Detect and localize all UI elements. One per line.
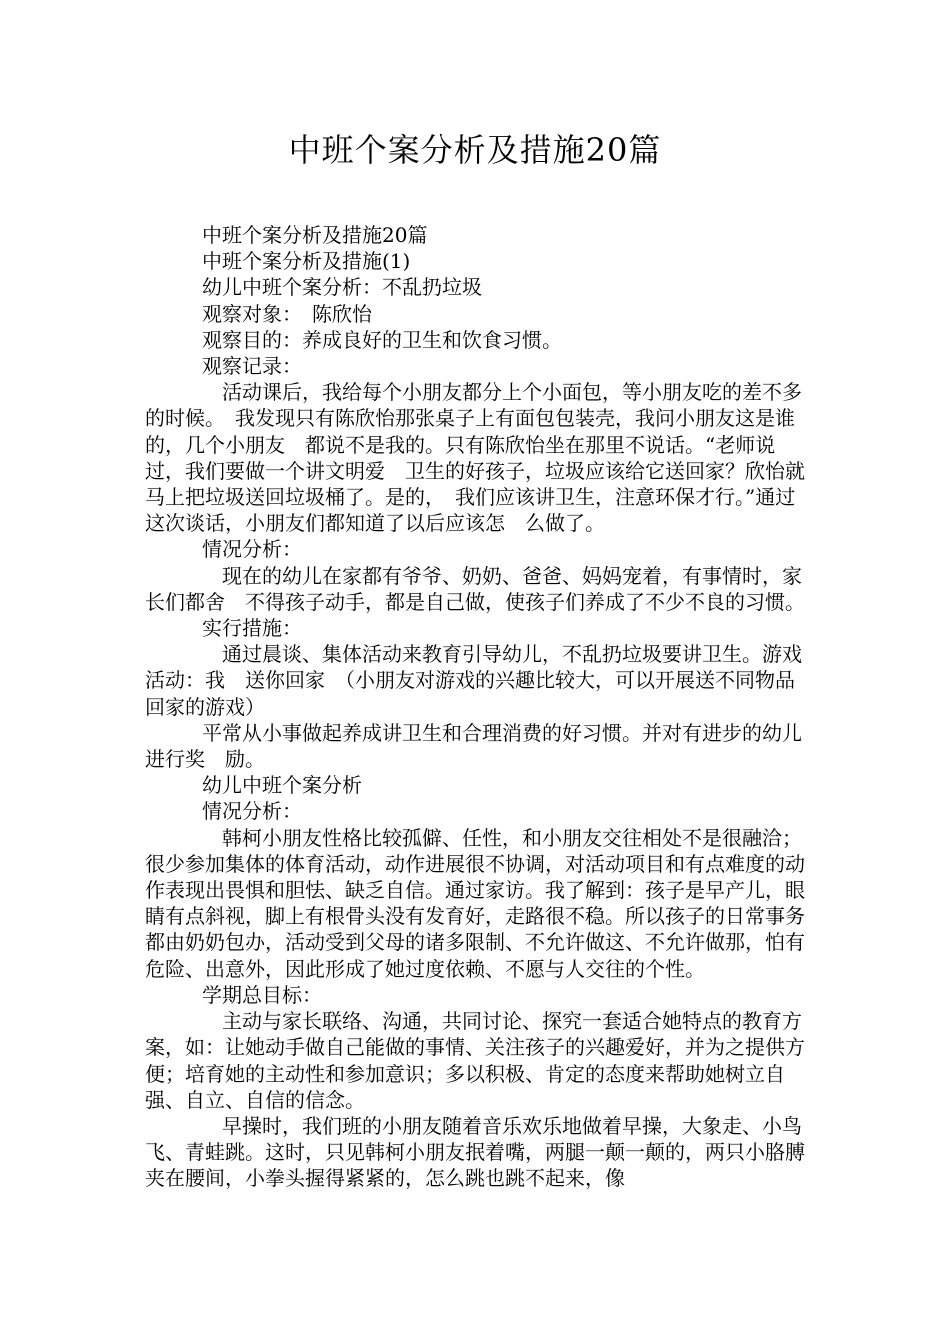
paragraph: 通过晨谈、集体活动来教育引导幼儿，不乱扔垃圾要讲卫生。游戏活动：我 送你回家 （小朋友对游戏的兴趣比较大，可以开展送不同物品回家的游戏） — [145, 642, 802, 719]
paragraph: 中班个案分析及措施(1) — [202, 249, 411, 274]
paragraph: 主动与家长联络、沟通，共同讨论、探究一套适合她特点的教育方案，如：让她动手做自己能做的事情、关注孩子的兴趣爱好，并为之提供方便；培育她的主动性和参加意识；多以积极、肯定的态度来帮助她树立自强、自立、自信的信念。 — [145, 1009, 805, 1112]
paragraph: 观察记录： — [202, 354, 302, 379]
paragraph: 情况分析： — [202, 537, 302, 562]
document-body — [145, 222, 810, 1192]
document-title: 中班个案分析及措施20篇 — [288, 131, 662, 169]
paragraph: 幼儿中班个案分析：不乱扔垃圾 — [202, 275, 482, 300]
paragraph: 学期总目标： — [202, 982, 322, 1007]
paragraph: 幼儿中班个案分析 — [202, 773, 362, 798]
paragraph: 现在的幼儿在家都有爷爷、奶奶、爸爸、妈妈宠着，有事情时，家长们都舍 不得孩子动手，都是自己做，使孩子们养成了不少不良的习惯。 — [145, 563, 805, 614]
paragraph: 早操时，我们班的小朋友随着音乐欢乐地做着早操，大象走、小鸟飞、青蛙跳。这时，只见韩柯小朋友抿着嘴，两腿一颠一颠的，两只小胳膊夹在腰间，小拳头握得紧紧的，怎么跳也跳不起来，像 — [145, 1113, 805, 1191]
paragraph: 中班个案分析及措施20篇 — [202, 223, 428, 247]
paragraph: 观察对象： 陈欣怡 — [202, 301, 372, 326]
paragraph: 情况分析： — [202, 799, 302, 824]
paragraph: 平常从小事做起养成讲卫生和合理消费的好习惯。并对有进步的幼儿进行奖 励。 — [145, 720, 802, 772]
paragraph: 观察目的：养成良好的卫生和饮食习惯。 — [202, 327, 562, 352]
paragraph: 韩柯小朋友性格比较孤僻、任性，和小朋友交往相处不是很融洽；很少参加集体的体育活动，动作进展很不协调，对活动项目和有点难度的动作表现出畏惧和胆怯、缺乏自信。通过家访。我了解到：孩子是早产儿，眼睛有点斜视，脚上有根骨头没有发育好，走路很不稳。所以孩子的日常事务都由奶奶包办，活动受到父母的诸多限制、不允许做这、不允许做那，怕有危险、出意外，因此形成了她过度依赖、不愿与人交往的个性。 — [145, 825, 805, 981]
paragraph: 活动课后，我给每个小朋友都分上个小面包，等小朋友吃的差不多的时候。 我发现只有陈欣怡那张桌子上有面包包装壳，我问小朋友这是谁的，几个小朋友 都说不是我的。只有陈欣怡坐在那里不说话。“老师说过，我们要做一个讲文明爱 卫生的好孩子，垃圾应该给它送回家？欣怡就马上把垃圾送回垃圾桶了。是的， 我们应该讲卫生，注意环保才行。”通过这次谈话，小朋友们都知道了以后应该怎 么做了。 — [145, 380, 805, 536]
paragraph: 实行措施： — [202, 616, 302, 641]
